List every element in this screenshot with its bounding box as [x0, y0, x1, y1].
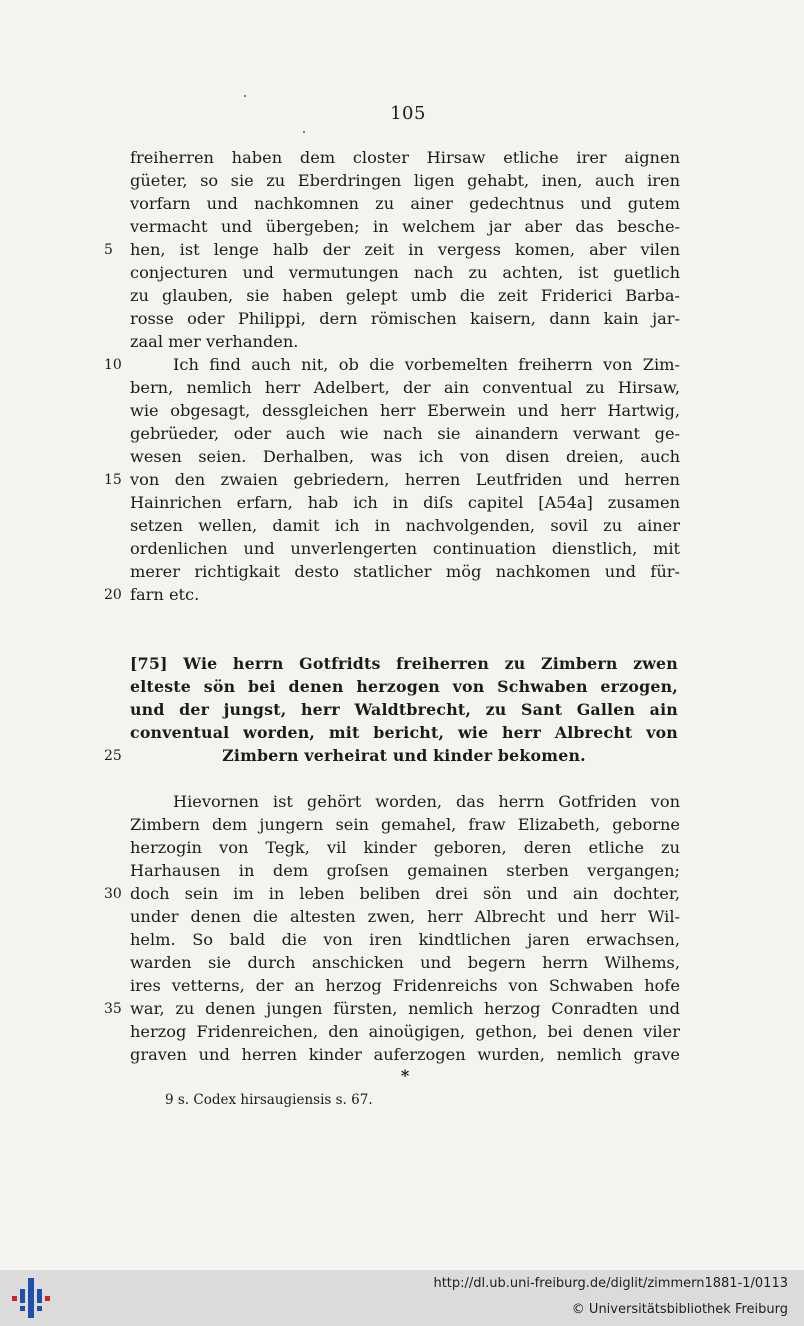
line-number: 30	[104, 886, 122, 902]
heading-line: conventual worden, mit bericht, wie herr Albrecht von	[130, 723, 678, 742]
line-number: 15	[104, 472, 122, 488]
text-line: wesen seien. Derhalben, was ich von disen dreien, auch	[130, 447, 680, 466]
heading-line: [75] Wie herrn Gotfridts freiherren zu Zimbern zwen	[130, 654, 678, 673]
text-line: graven und herren kinder auferzogen wurden, nemlich grave	[130, 1045, 680, 1064]
text-line: von den zwaien gebriedern, herren Leutfriden und herren	[130, 470, 680, 489]
text-line: Ich find auch nit, ob die vorbemelten freiherrn von Zim-	[173, 355, 680, 374]
heading-line: elteste sön bei denen herzogen von Schwaben erzogen,	[130, 677, 678, 696]
text-line: vermacht und übergeben; in welchem jar aber das besche-	[130, 217, 680, 236]
line-number: 25	[104, 748, 122, 764]
scan-speck	[244, 95, 246, 97]
text-line: ires vetterns, der an herzog Fridenreichs von Schwaben hofe	[130, 976, 680, 995]
text-line: helm. So bald die von iren kindtlichen jaren erwachsen,	[130, 930, 680, 949]
text-line: zu glauben, sie haben gelept umb die zeit Friderici Barba-	[130, 286, 680, 305]
text-line: war, zu denen jungen fürsten, nemlich herzog Conradten und	[130, 999, 680, 1018]
text-line: zaal mer verhanden.	[130, 332, 299, 351]
text-line: wie obgesagt, dessgleichen herr Eberwein und herr Hartwig,	[130, 401, 680, 420]
text-line: Hievornen ist gehört worden, das herrn Gotfriden von	[173, 792, 680, 811]
text-line: herzogin von Tegk, vil kinder geboren, deren etliche zu	[130, 838, 680, 857]
text-line: Harhausen in dem groſsen gemainen sterben vergangen;	[130, 861, 680, 880]
signature-mark: *	[400, 1066, 410, 1085]
text-line: warden sie durch anschicken und begern herrn Wilhems,	[130, 953, 680, 972]
text-line: under denen die altesten zwen, herr Albrecht und herr Wil-	[130, 907, 680, 926]
text-line: bern, nemlich herr Adelbert, der ain conventual zu Hirsaw,	[130, 378, 680, 397]
ub-freiburg-logo-icon[interactable]	[10, 1276, 52, 1320]
line-number: 5	[104, 242, 113, 258]
permalink-url[interactable]: http://dl.ub.uni-freiburg.de/diglit/zimmern1881-1/0113	[433, 1276, 788, 1291]
text-line: ordenlichen und unverlengerten continuation dienstlich, mit	[130, 539, 680, 558]
copyright-text: © Universitätsbibliothek Freiburg	[571, 1302, 788, 1317]
scan-speck	[303, 131, 305, 133]
heading-line: und der jungst, herr Waldtbrecht, zu Sant Gallen ain	[130, 700, 678, 719]
text-line: doch sein im in leben beliben drei sön und ain dochter,	[130, 884, 680, 903]
line-number: 20	[104, 587, 122, 603]
page-number: 105	[390, 103, 426, 124]
text-line: rosse oder Philippi, dern römischen kaisern, dann kain jar-	[130, 309, 680, 328]
text-line: conjecturen und vermutungen nach zu achten, ist guetlich	[130, 263, 680, 282]
text-line: freiherren haben dem closter Hirsaw etliche irer aignen	[130, 148, 680, 167]
line-number: 10	[104, 357, 122, 373]
text-line: Hainrichen erfarn, hab ich in diſs capitel [A54a] zusamen	[130, 493, 680, 512]
text-line: setzen wellen, damit ich in nachvolgenden, sovil zu ainer	[130, 516, 680, 535]
text-line: gebrüeder, oder auch wie nach sie ainandern verwant ge-	[130, 424, 680, 443]
text-line: merer richtigkait desto statlicher mög nachkomen und für-	[130, 562, 680, 581]
heading-line: Zimbern verheirat und kinder bekomen.	[222, 746, 586, 765]
text-line: güeter, so sie zu Eberdringen ligen gehabt, inen, auch iren	[130, 171, 680, 190]
line-number: 35	[104, 1001, 122, 1017]
text-line: hen, ist lenge halb der zeit in vergess komen, aber vilen	[130, 240, 680, 259]
text-line: farn etc.	[130, 585, 200, 604]
text-line: herzog Fridenreichen, den ainoügigen, gethon, bei denen viler	[130, 1022, 680, 1041]
text-line: vorfarn und nachkomnen zu ainer gedechtnus und gutem	[130, 194, 680, 213]
text-line: Zimbern dem jungern sein gemahel, fraw Elizabeth, geborne	[130, 815, 680, 834]
footnote: 9 s. Codex hirsaugiensis s. 67.	[165, 1092, 373, 1108]
